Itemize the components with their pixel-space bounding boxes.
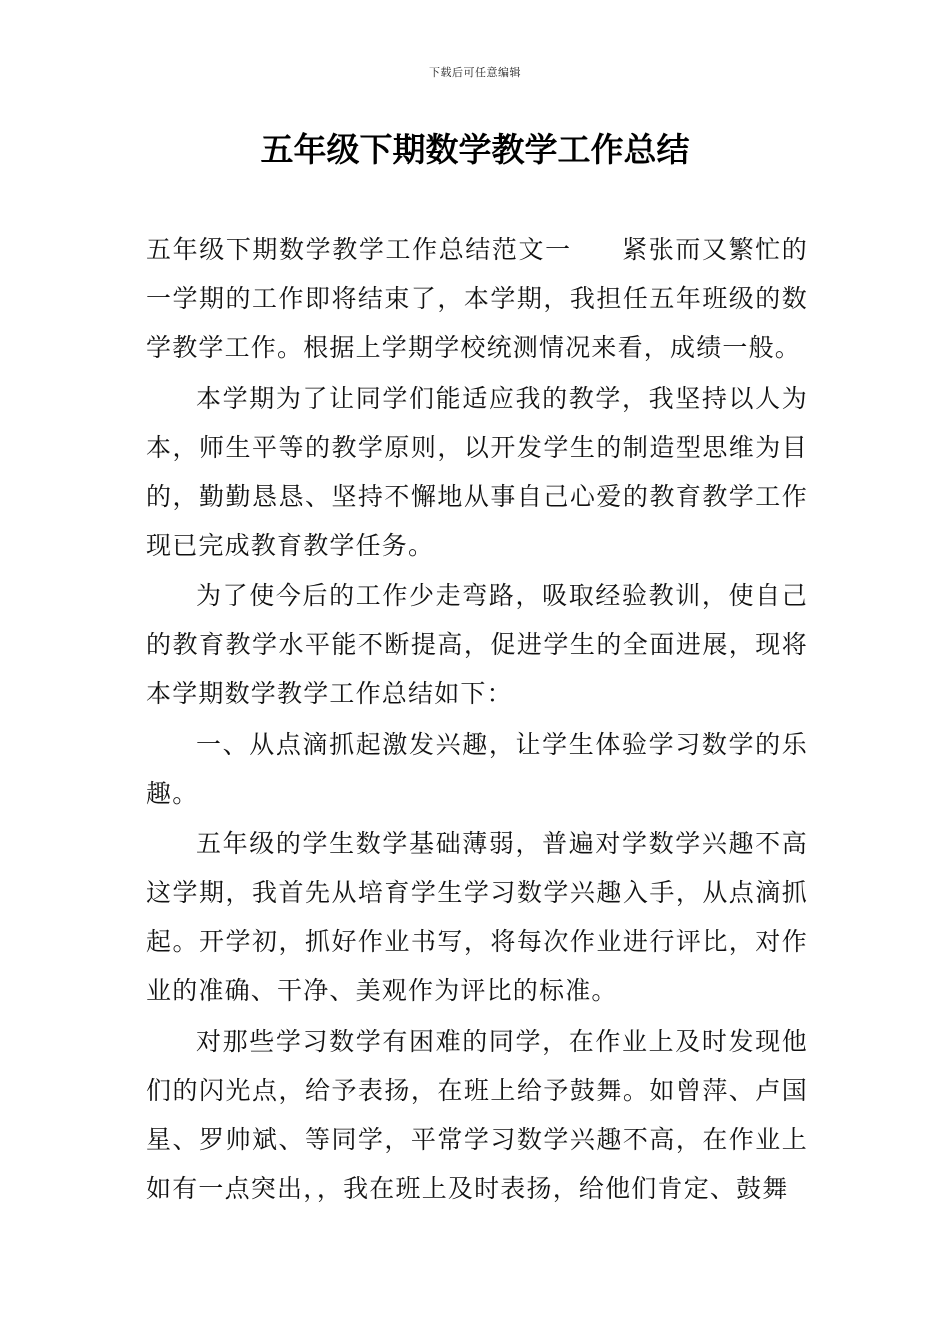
paragraph-3: 五年级的学生数学基础薄弱，普遍对学数学兴趣不高这学期，我首先从培育学生学习数学兴趣入手，从点滴抓起。开学初，抓好作业书写，将每次作业进行评比，对作业的准确、干净、美观作为评比的标准。	[146, 829, 808, 1005]
intro-heading: 五年级下期数学教学工作总结范文一	[146, 235, 572, 264]
section-heading-1: 一、从点滴抓起激发兴趣，让学生体验学习数学的乐趣。	[146, 729, 808, 808]
document-body	[146, 225, 808, 1214]
intro-paragraph	[146, 225, 808, 372]
intro-text: 紧张而又繁忙的一学期的工作即将结束了，本学期，我担任五年班级的数学教学工作。根据上学期学校统测情况来看，成绩一般。	[146, 235, 808, 362]
paragraph-1: 本学期为了让同学们能适应我的教学，我坚持以人为本，师生平等的教学原则，以开发学生的制造型思维为目的，勤勤恳恳、坚持不懈地从事自己心爱的教育教学工作现已完成教育教学任务。	[146, 383, 808, 560]
header-note: 下载后可任意编辑	[429, 66, 521, 79]
paragraph-4: 对那些学习数学有困难的同学，在作业上及时发现他们的闪光点，给予表扬，在班上给予鼓舞。如曾萍、卢国星、罗帅斌、等同学，平常学习数学兴趣不高，在作业上如有一点突出，，我在班上及时表扬，给他们肯定、鼓舞	[146, 1026, 808, 1203]
paragraph-2: 为了使今后的工作少走弯路，吸取经验教训，使自己的教育教学水平能不断提高，促进学生的全面进展，现将本学期数学教学工作总结如下：	[146, 581, 808, 708]
document-title: 五年级下期数学教学工作总结	[260, 130, 690, 169]
